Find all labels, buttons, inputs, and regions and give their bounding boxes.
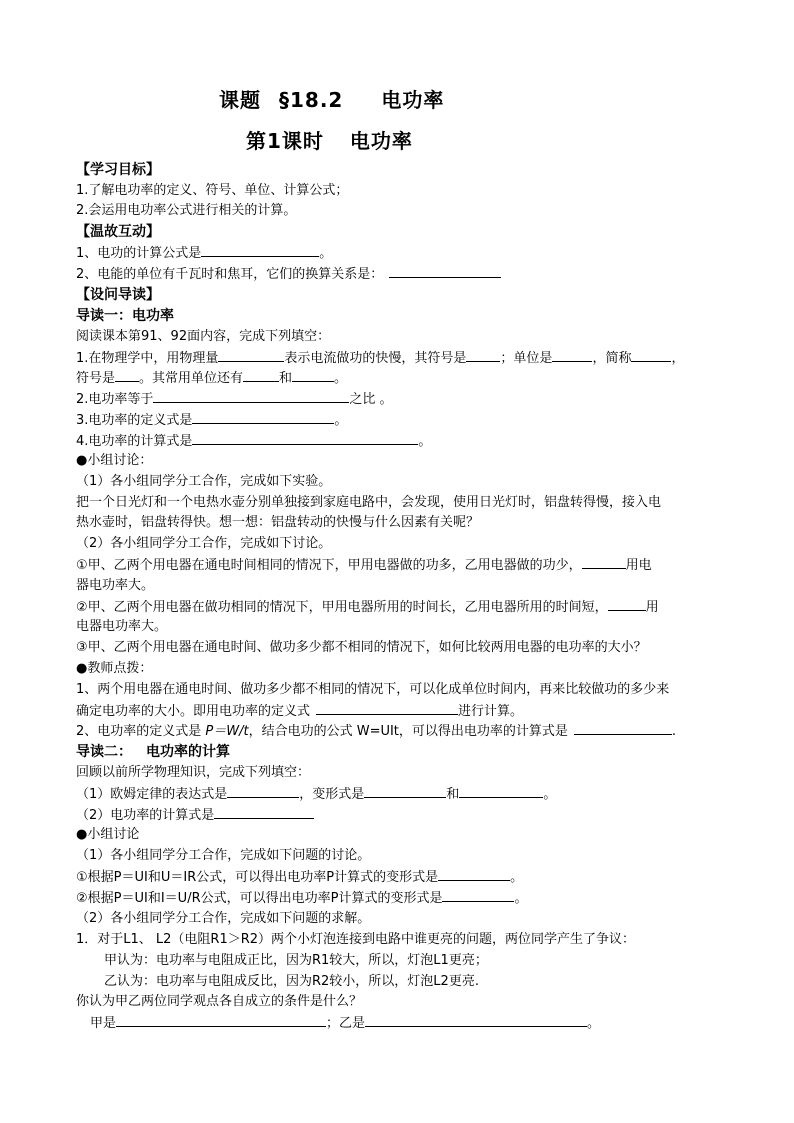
- recall-item-2: [76, 805, 314, 826]
- discussion-item-2-cont: 电器电功率大。: [76, 619, 168, 634]
- problem-answer-line: [90, 1013, 600, 1034]
- text: .: [671, 724, 677, 739]
- text: 和: [279, 371, 293, 386]
- answer-blank[interactable]: [582, 555, 626, 569]
- answer-blank[interactable]: [365, 1013, 587, 1027]
- title-prefix: 课题: [219, 88, 261, 112]
- student-jia-view: 甲认为：电功率与电阻成正比，因为R1较大，所以，灯泡L1更亮；: [104, 953, 488, 968]
- text: 甲是: [90, 1016, 117, 1031]
- group-discussion-label: ●小组讨论：: [76, 453, 153, 468]
- answer-blank[interactable]: [466, 348, 500, 362]
- teacher-tips-label: ●教师点拨：: [76, 661, 153, 676]
- group-task-2: （2）各小组同学分工合作，完成如下讨论。: [76, 536, 332, 551]
- answer-blank[interactable]: [442, 888, 514, 902]
- text: ①甲、乙两个用电器在通电时间相同的情况下，甲用电器做的功多，乙用电器做的功少，: [76, 558, 582, 573]
- part1-heading: 导读一：电功率: [76, 308, 174, 324]
- text: 导读二：: [76, 744, 132, 760]
- experiment-text: 把一个日光灯和一个电热水壶分别单独接到家庭电路中，会发现，使用日光灯时，铝盘转得慢，接入电: [76, 495, 662, 510]
- text: （2）电功率的计算式是: [76, 808, 215, 823]
- text: 。: [334, 371, 348, 386]
- part2-heading: [76, 742, 230, 762]
- text: 。: [514, 891, 528, 906]
- teacher-tip-1-cont: [76, 701, 523, 722]
- discussion-item-2: [76, 597, 659, 618]
- answer-blank[interactable]: [459, 784, 543, 798]
- text: ，变形式是: [299, 787, 365, 802]
- text: 表示电流做功的快慢，其符号是: [284, 351, 467, 366]
- problem-question: 你认为甲乙两位同学观点各自成立的条件是什么？: [76, 994, 363, 1009]
- review-q1-text: 1、电功的计算公式是: [76, 246, 202, 261]
- text: 用: [645, 600, 659, 615]
- teacher-tip-1: 1、两个用电器在通电时间、做功多少都不相同的情况下，可以化成单位时间内，再来比较做功的多少来: [76, 682, 670, 697]
- review-q2-text: 2、电能的单位有千瓦时和焦耳，它们的换算关系是：: [76, 267, 384, 282]
- answer-blank[interactable]: [389, 264, 501, 278]
- formula: P＝W/t: [205, 724, 249, 739]
- experiment-text: 热水壶时，铝盘转得快。想一想：铝盘转动的快慢与什么因素有关呢？: [76, 515, 480, 530]
- student-yi-view: 乙认为：电功率与电阻成反比，因为R2较小，所以，灯泡L2更亮.: [104, 974, 479, 989]
- text: ，: [671, 351, 685, 366]
- fill-item-1: [76, 348, 684, 369]
- text: 符号是: [76, 371, 116, 386]
- lesson-subtitle: [246, 125, 413, 154]
- answer-blank[interactable]: [115, 368, 139, 382]
- text: 。: [334, 413, 348, 428]
- problem-1: 1．对于L1、 L2（电阻R1＞R2）两个小灯泡连接到电路中谁更亮的问题，两位同学产生了争议：: [76, 932, 636, 947]
- text: ，结合电功的公式 W=UIt，可以得出电功率的计算式是: [248, 724, 568, 739]
- answer-blank[interactable]: [201, 243, 319, 257]
- answer-blank[interactable]: [214, 805, 314, 819]
- answer-blank[interactable]: [292, 368, 334, 382]
- group-discussion-label-2: ●小组讨论: [76, 827, 140, 842]
- part1-intro: 阅读课本第91、92面内容，完成下列填空：: [76, 329, 331, 344]
- text: 用电: [625, 558, 652, 573]
- text: （1）欧姆定律的表达式是: [76, 787, 228, 802]
- goals-heading: 【学习目标】: [76, 162, 160, 178]
- answer-blank[interactable]: [631, 348, 671, 362]
- answer-blank[interactable]: [192, 431, 418, 445]
- discussion-item-3: ③甲、乙两个用电器在通电时间、做功多少都不相同的情况下，如何比较两用电器的电功率的大小？: [76, 640, 647, 655]
- text: 。: [510, 870, 524, 885]
- answer-blank[interactable]: [218, 348, 284, 362]
- text: 4.电功率的计算式是: [76, 434, 193, 449]
- teacher-tip-2: [76, 721, 676, 742]
- title-topic: 电功率: [381, 88, 445, 112]
- subtitle-topic: 电功率: [349, 129, 413, 153]
- lesson-title: [219, 84, 444, 113]
- part2-intro: 回顾以前所学物理知识，完成下列填空：: [76, 765, 311, 780]
- derive-item-1: [76, 867, 523, 888]
- text: 进行计算。: [458, 704, 524, 719]
- answer-blank[interactable]: [227, 784, 299, 798]
- answer-blank[interactable]: [438, 867, 510, 881]
- text: ②根据P＝UI和I＝U/R公式，可以得出电功率P计算式的变形式是: [76, 891, 443, 906]
- text: 。: [587, 1016, 601, 1031]
- text: ②甲、乙两个用电器在做功相同的情况下，甲用电器所用的时间长，乙用电器所用的时间短，: [76, 600, 608, 615]
- recall-item-1: [76, 784, 556, 805]
- text: 电功率的计算: [146, 744, 230, 760]
- answer-blank[interactable]: [608, 597, 646, 611]
- discussion-item-1-cont: 器电功率大。: [76, 578, 155, 593]
- text: ；乙是: [326, 1016, 366, 1031]
- fill-item-1-cont: [76, 368, 347, 389]
- answer-blank[interactable]: [192, 410, 334, 424]
- goal-item: 2.会运用电功率公式进行相关的计算。: [76, 203, 297, 218]
- group2-task-1: （1）各小组同学分工合作，完成如下问题的讨论。: [76, 848, 371, 863]
- answer-blank[interactable]: [316, 701, 458, 715]
- answer-blank[interactable]: [243, 368, 279, 382]
- text: ；单位是: [500, 351, 553, 366]
- discussion-item-1: [76, 555, 652, 576]
- answer-blank[interactable]: [552, 348, 592, 362]
- group-task-1: （1）各小组同学分工合作，完成如下实验。: [76, 474, 332, 489]
- text: 之比 。: [349, 392, 393, 407]
- answer-blank[interactable]: [364, 784, 446, 798]
- text: 。: [418, 434, 432, 449]
- text: 1.在物理学中，用物理量: [76, 351, 219, 366]
- review-heading: 【温故互动】: [76, 224, 160, 240]
- answer-blank[interactable]: [116, 1013, 326, 1027]
- text: 3.电功率的定义式是: [76, 413, 193, 428]
- text: 。: [543, 787, 557, 802]
- derive-item-2: [76, 888, 527, 909]
- subtitle-lesson: 第1课时: [246, 129, 324, 153]
- text: 和: [446, 787, 460, 802]
- review-q1-end: 。: [319, 246, 333, 261]
- review-question-2: [76, 264, 501, 285]
- text: 2.电功率等于: [76, 392, 154, 407]
- fill-item-3: [76, 410, 347, 431]
- group2-task-2: （2）各小组同学分工合作，完成如下问题的求解。: [76, 911, 371, 926]
- text: 。其常用单位还有: [139, 371, 244, 386]
- fill-item-4: [76, 431, 431, 452]
- guide-heading: 【设问导读】: [76, 287, 160, 303]
- answer-blank[interactable]: [574, 721, 672, 735]
- answer-blank[interactable]: [153, 389, 349, 403]
- review-question-1: [76, 243, 332, 264]
- title-section: §18.2: [279, 88, 344, 112]
- text: 2、电功率的定义式是: [76, 724, 206, 739]
- text: 确定电功率的大小。即用电功率的定义式: [76, 704, 311, 719]
- goal-item: 1.了解电功率的定义、符号、单位、计算公式；: [76, 183, 349, 198]
- text: ，简称: [592, 351, 632, 366]
- fill-item-2: [76, 389, 393, 410]
- text: ①根据P＝UI和U＝IR公式，可以得出电功率P计算式的变形式是: [76, 870, 439, 885]
